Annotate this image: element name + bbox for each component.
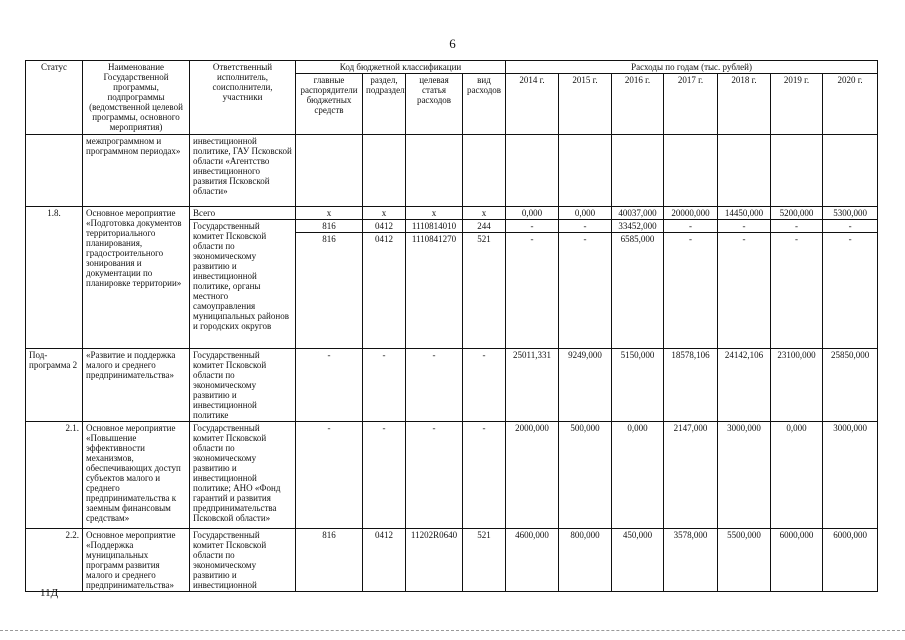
header-responsible: Ответственный исполнитель, соисполнители, участники xyxy=(190,61,296,135)
table-row xyxy=(26,207,878,220)
cell-2017: - xyxy=(664,220,718,233)
cell-2017: 18578,106 xyxy=(664,349,718,422)
table-row xyxy=(26,422,878,529)
header-year-2014: 2014 г. xyxy=(506,74,559,135)
cell-2019: 6000,000 xyxy=(771,529,823,592)
cell-2018: 14450,000 xyxy=(718,207,771,220)
row-responsible: Государственный комитет Псковской области по экономическому развитию и инвестиционной политике; АНО «Фонд гарантий и развития предпринимательства Псковской области» xyxy=(190,422,296,529)
cell-2015: 800,000 xyxy=(559,529,612,592)
header-year-2016: 2016 г. xyxy=(612,74,664,135)
header-year-2019: 2019 г. xyxy=(771,74,823,135)
header-rzpr: раздел, подраздел xyxy=(363,74,406,135)
cell-vr: 521 xyxy=(463,529,506,592)
cell-2014: 0,000 xyxy=(506,207,559,220)
cell-vr: x xyxy=(463,207,506,220)
cell-vr: - xyxy=(463,422,506,529)
cell-grbs: x xyxy=(296,207,363,220)
cell-csr: x xyxy=(406,207,463,220)
cell-vr: 244 xyxy=(463,220,506,233)
cell-rzpr: 0412 xyxy=(363,529,406,592)
scan-edge-line xyxy=(0,630,905,631)
header-year-2020: 2020 г. xyxy=(823,74,878,135)
cell-grbs: 816 xyxy=(296,220,363,233)
row-responsible: Государственный комитет Псковской области по экономическому развитию и инвестиционной xyxy=(190,529,296,592)
cell-2019: 0,000 xyxy=(771,422,823,529)
cell-2020: - xyxy=(823,233,878,349)
header-grbs: главные распорядители бюджетных средств xyxy=(296,74,363,135)
cell-vr: - xyxy=(463,349,506,422)
header-status: Статус xyxy=(26,61,83,135)
cell-2015: 9249,000 xyxy=(559,349,612,422)
cell-rzpr: - xyxy=(363,349,406,422)
cell-2020: 5300,000 xyxy=(823,207,878,220)
footer-code: 11Д xyxy=(40,587,59,599)
row-name: Основное мероприятие «Поддержка муниципальных программ развития малого и среднего предпринимательства» xyxy=(83,529,190,592)
row-status: 2.1. xyxy=(26,422,83,529)
cell-csr: - xyxy=(406,349,463,422)
cell-2016: 33452,000 xyxy=(612,220,664,233)
cell-2014: - xyxy=(506,233,559,349)
cell-grbs: - xyxy=(296,422,363,529)
cell-2015: - xyxy=(559,220,612,233)
row-name: «Развитие и поддержка малого и среднего предпринимательства» xyxy=(83,349,190,422)
cell-2017: 20000,000 xyxy=(664,207,718,220)
cell-grbs: - xyxy=(296,349,363,422)
cell-2018: - xyxy=(718,220,771,233)
cell-csr: - xyxy=(406,422,463,529)
cell-2018: 24142,106 xyxy=(718,349,771,422)
cell-2015: - xyxy=(559,233,612,349)
cell-2018: 5500,000 xyxy=(718,529,771,592)
cell-rzpr: 0412 xyxy=(363,220,406,233)
cell-csr: 1110841270 xyxy=(406,233,463,349)
header-expenses: Расходы по годам (тыс. рублей) xyxy=(506,61,878,74)
page-number: 6 xyxy=(449,36,456,51)
header-csr: целевая статья расходов xyxy=(406,74,463,135)
cell-2014: - xyxy=(506,220,559,233)
cell-2017: 2147,000 xyxy=(664,422,718,529)
cell-2019: 23100,000 xyxy=(771,349,823,422)
cell-vr: 521 xyxy=(463,233,506,349)
header-vr: вид расходов xyxy=(463,74,506,135)
table-row xyxy=(26,529,878,592)
cell-2020: 25850,000 xyxy=(823,349,878,422)
cell-2017: 3578,000 xyxy=(664,529,718,592)
cell-2019: 5200,000 xyxy=(771,207,823,220)
cell-rzpr: - xyxy=(363,422,406,529)
row-status: 1.8. xyxy=(26,207,83,349)
cell-2014: 25011,331 xyxy=(506,349,559,422)
row-name: Основное мероприятие «Подготовка документов территориального планирования, градостроительного зонирования и документации по планировке территории» xyxy=(83,207,190,349)
row-responsible: инвестиционной политике, ГАУ Псковской области «Агентство инвестиционного развития Псковской области» xyxy=(190,135,296,207)
row-status: 2.2. xyxy=(26,529,83,592)
cell-2016: 6585,000 xyxy=(612,233,664,349)
cell-2014: 4600,000 xyxy=(506,529,559,592)
cell-2019: - xyxy=(771,233,823,349)
row-name: межпрограммном и программном периодах» xyxy=(83,135,190,207)
cell-2020: 3000,000 xyxy=(823,422,878,529)
cell-2020: - xyxy=(823,220,878,233)
row-responsible: Государственный комитет Псковской области по экономическому развитию и инвестиционной политике xyxy=(190,349,296,422)
cell-2016: 0,000 xyxy=(612,422,664,529)
cell-grbs: 816 xyxy=(296,233,363,349)
header-name: Наименование Государственной программы, подпрограммы (ведомственной целевой программы, основного мероприятия) xyxy=(83,61,190,135)
row-status: Под-программа 2 xyxy=(26,349,83,422)
cell-2018: - xyxy=(718,233,771,349)
table-row xyxy=(26,135,878,207)
header-budget-code: Код бюджетной классификации xyxy=(296,61,506,74)
cell-csr: 1110814010 xyxy=(406,220,463,233)
cell-2018: 3000,000 xyxy=(718,422,771,529)
table-row xyxy=(26,349,878,422)
cell-grbs: 816 xyxy=(296,529,363,592)
cell-2014: 2000,000 xyxy=(506,422,559,529)
cell-rzpr: 0412 xyxy=(363,233,406,349)
cell-2015: 0,000 xyxy=(559,207,612,220)
cell-2016: 5150,000 xyxy=(612,349,664,422)
header-year-2017: 2017 г. xyxy=(664,74,718,135)
cell-2020: 6000,000 xyxy=(823,529,878,592)
cell-2019: - xyxy=(771,220,823,233)
cell-2015: 500,000 xyxy=(559,422,612,529)
cell-2016: 40037,000 xyxy=(612,207,664,220)
row-name: Основное мероприятие «Повышение эффективности механизмов, обеспечивающих доступ субъектов малого и среднего предпринимательства к заемным финансовым средствам» xyxy=(83,422,190,529)
row-responsible: Государственный комитет Псковской области по экономическому развитию и инвестиционной политике, органы местного самоуправления муниципальных районов и городских округов xyxy=(190,220,296,349)
cell-2017: - xyxy=(664,233,718,349)
cell-rzpr: x xyxy=(363,207,406,220)
cell-csr: 11202R0640 xyxy=(406,529,463,592)
header-year-2018: 2018 г. xyxy=(718,74,771,135)
header-year-2015: 2015 г. xyxy=(559,74,612,135)
row-total-label: Всего xyxy=(190,207,296,220)
budget-table xyxy=(25,60,878,592)
cell-2016: 450,000 xyxy=(612,529,664,592)
